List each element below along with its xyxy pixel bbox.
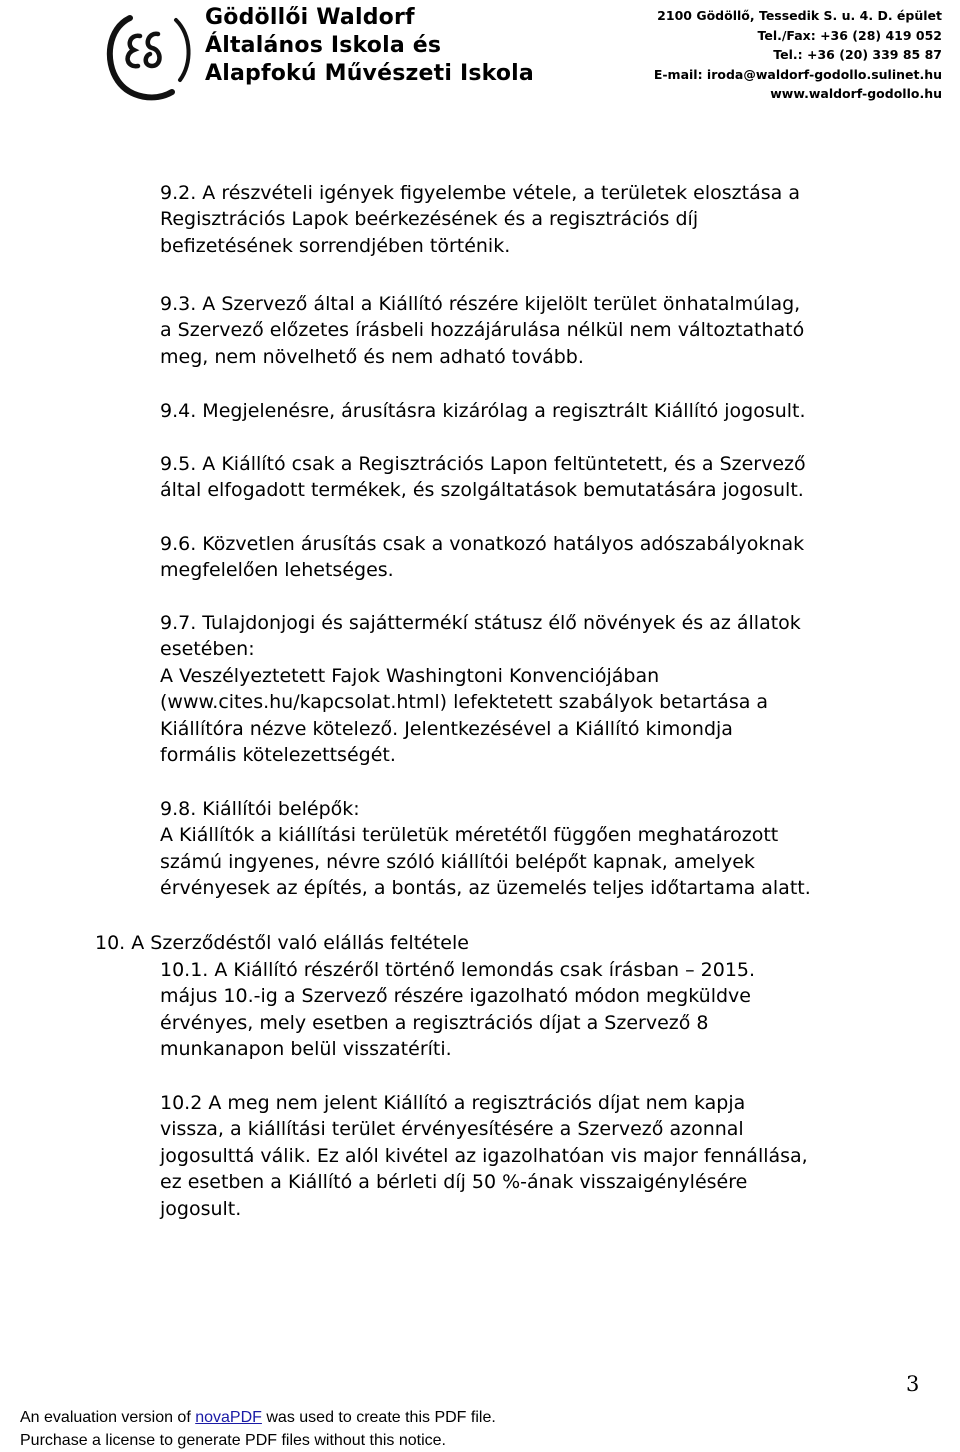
paragraph-9-2 [160,180,920,259]
text-line: 9.3. A Szervező által a Kiállító részére kijelölt terület önhatalmúlag, [160,293,801,315]
paragraph-9-6 [160,531,920,584]
paragraph-9-8 [160,796,920,902]
footer-line-2: Purchase a license to generate PDF files without this notice. [20,1432,446,1449]
text-line: 9.8. Kiállítói belépők: [160,798,360,820]
school-logo-icon [100,6,200,106]
school-name-line-2: Általános Iskola és [205,33,442,58]
footer-line-1 [20,1406,496,1429]
text-line: számú ingyenes, névre szóló kiállítói belépőt kapnak, amelyek [160,850,755,873]
text-line: Kiállítóra nézve kötelező. Jelentkezésével a Kiállító kimondja [160,717,733,740]
phone: Tel.: +36 (20) 339 85 87 [773,47,942,62]
text-line: érvényes, mely esetben a regisztrációs díjat a Szervező 8 [160,1011,709,1034]
text-line: munkanapon belül visszatéríti. [160,1038,452,1061]
footer-text: An evaluation version of [20,1409,196,1426]
page-number: 3 [906,1372,920,1396]
paragraph-10-1 [160,957,920,1063]
evaluation-footer [20,1406,496,1452]
text-line: ez esetben a Kiállító a bérleti díj 50 %-ának visszaigénylésére [160,1171,748,1194]
paragraph-9-4 [160,398,920,424]
school-name-line-3: Alapfokú Művészeti Iskola [205,61,534,86]
novapdf-link[interactable]: novaPDF [195,1409,262,1426]
paragraph-9-3 [160,291,920,370]
text-line: A Veszélyeztetett Fajok Washingtoni Konvenciójában [160,664,660,687]
text-line: 9.5. A Kiállító csak a Regisztrációs Lapon feltüntetett, és a Szervező [160,453,806,475]
text-line: esetében: [160,638,255,661]
paragraph-10-2 [160,1090,920,1222]
paragraph-9-5 [160,451,920,504]
phone-fax: Tel./Fax: +36 (28) 419 052 [757,27,942,43]
text-line: meg, nem növelhető és nem adható tovább. [160,345,584,368]
paragraph-9-7 [160,610,920,768]
address: 2100 Gödöllő, Tessedik S. u. 4. D. épület [657,8,942,23]
text-line: jogosult. [160,1197,242,1220]
text-line: által elfogadott termékek, és szolgáltatások bemutatására jogosult. [160,479,804,502]
text-line: 10.1. A Kiállító részéről történő lemondás csak írásban – 2015. [160,959,756,981]
section-10-heading: 10. A Szerződéstől való elállás feltétele [95,932,469,954]
letterhead [0,0,960,110]
text-line: jogosulttá válik. Ez alól kivétel az igazolhatóan vis major fennállása, [160,1144,808,1167]
website: www.waldorf-godollo.hu [770,86,942,101]
text-line: formális kötelezettségét. [160,744,396,767]
text-line: A Kiállítók a kiállítási területük méretétől függően meghatározott [160,824,779,847]
text-line: május 10.-ig a Szervező részére igazolható módon megküldve [160,985,751,1008]
text-line: vissza, a kiállítási terület érvényesítésére a Szervező azonnal [160,1118,744,1141]
school-name [205,4,534,88]
text-line: (www.cites.hu/kapcsolat.html) lefektetett szabályok betartása a [160,691,769,714]
text-line: befizetésének sorrendjében történik. [160,234,511,257]
email: E-mail: iroda@waldorf-godollo.sulinet.hu [653,66,942,82]
footer-text: was used to create this PDF file. [261,1409,496,1426]
contact-block [654,6,942,104]
school-name-line-1: Gödöllői Waldorf [205,5,415,30]
text-line: 9.6. Közvetlen árusítás csak a vonatkozó hatályos adószabályoknak [160,533,805,555]
text-line: a Szervező előzetes írásbeli hozzájárulása nélkül nem változtatható [160,319,805,342]
text-line: 10.2 A meg nem jelent Kiállító a regisztrációs díjat nem kapja [160,1092,746,1114]
text-line: Regisztrációs Lapok beérkezésének és a regisztrációs díj [160,208,699,231]
text-line: megfelelően lehetséges. [160,559,394,582]
text-line: 9.7. Tulajdonjogi és sajáttermékí státusz élő növények és az állatok [160,612,801,634]
text-line: 9.4. Megjelenésre, árusításra kizárólag a regisztrált Kiállító jogosult. [160,400,806,422]
text-line: 9.2. A részvételi igények figyelembe vétele, a területek elosztása a [160,182,800,204]
text-line: érvényesek az építés, a bontás, az üzemelés teljes időtartama alatt. [160,877,811,900]
